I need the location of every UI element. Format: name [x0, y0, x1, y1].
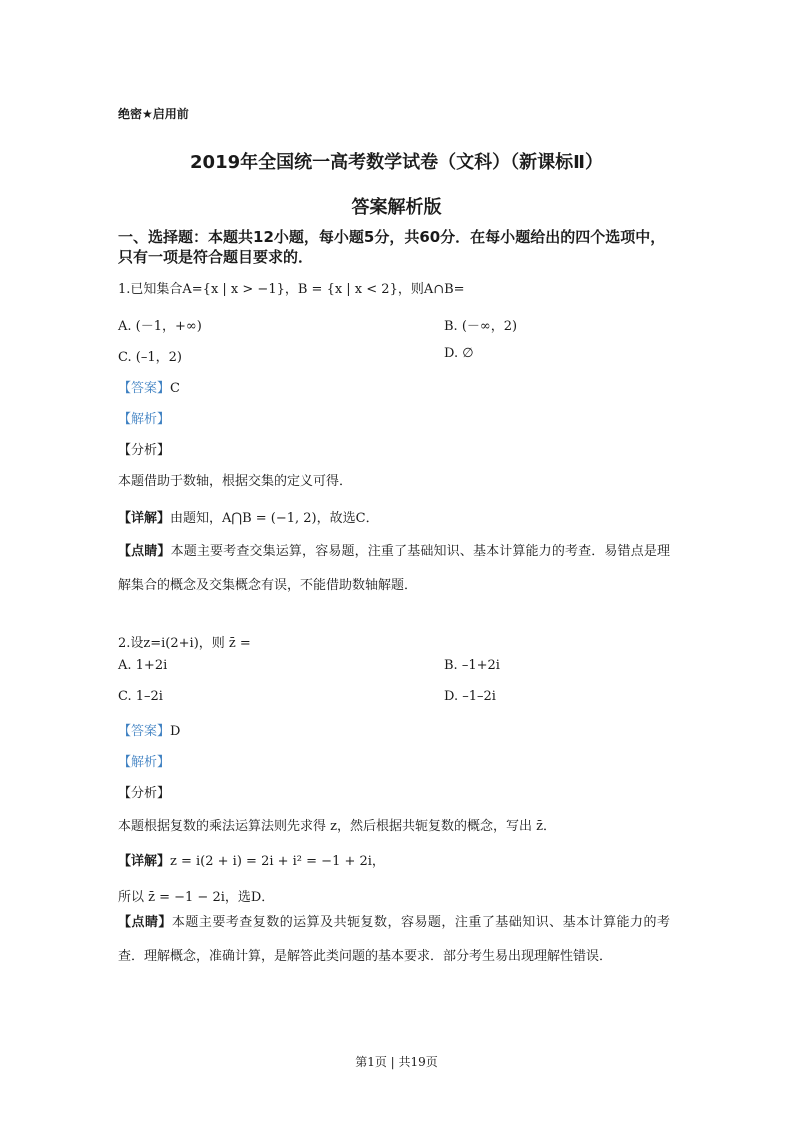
question-1-comment [118, 535, 670, 603]
question-1-analysis: 本题借助于数轴，根据交集的定义可得． [118, 474, 353, 489]
comment-tag: 【点睛】 [118, 544, 171, 559]
question-1-option-d: D. ∅ [444, 346, 474, 361]
page-title: 2019年全国统一高考数学试卷（文科）（新课标Ⅱ） [190, 152, 603, 173]
question-1-stem: 1.已知集合A={x | x > −1}，B = {x | x < 2}，则A∩B= [118, 282, 465, 297]
section-heading: 一、选择题：本题共12小题，每小题5分，共60分．在每小题给出的四个选项中，只有一项是符合题目要求的． [118, 228, 666, 266]
question-1-option-b: B. (－∞，2) [444, 319, 518, 334]
question-2-option-c: C. 1–2i [118, 689, 163, 704]
question-1-option-c: C. (–1，2) [118, 350, 182, 365]
question-2-detail-conclusion: 所以 z̄ = −1 − 2i，选D． [118, 890, 275, 905]
question-2-stem: 2.设z=i(2+i)，则 z̄ = [118, 636, 251, 651]
question-2-answer [118, 720, 180, 739]
comment-text: 本题主要考查交集运算，容易题，注重了基础知识、基本计算能力的考查．易错点是理解集合的概念及交集概念有误，不能借助数轴解题． [118, 544, 670, 593]
answer-value: C [170, 381, 180, 396]
question-2-analysis: 本题根据复数的乘法运算法则先求得 z，然后根据共轭复数的概念，写出 z̄． [118, 819, 556, 834]
detail-tag: 【详解】 [118, 854, 171, 869]
question-2-option-a: A. 1+2i [118, 658, 168, 673]
question-2-option-b: B. –1+2i [444, 658, 500, 673]
detail-text: z = i(2 + i) = 2i + i² = −1 + 2i， [170, 854, 385, 869]
answer-tag: 【答案】 [118, 724, 171, 739]
page-footer: 第1页 | 共19页 [355, 1055, 438, 1069]
detail-text: 由题知，A⋂B = (−1, 2)，故选C． [170, 511, 379, 526]
confidential-mark: 绝密★启用前 [118, 107, 189, 121]
question-1-answer [118, 377, 180, 396]
detail-tag: 【详解】 [118, 511, 171, 526]
comment-tag: 【点睛】 [118, 915, 172, 930]
question-2-option-d: D. –1–2i [444, 689, 496, 704]
answer-tag: 【答案】 [118, 381, 171, 396]
page-subtitle: 答案解析版 [351, 197, 442, 218]
answer-value: D [170, 724, 181, 739]
question-1-jiexi-tag: 【解析】 [118, 412, 171, 427]
question-2-detail [118, 850, 385, 869]
comment-text: 本题主要考查复数的运算及共轭复数，容易题，注重了基础知识、基本计算能力的考查．理解概念，准确计算，是解答此类问题的基本要求．部分考生易出现理解性错误． [118, 915, 670, 964]
question-2-comment [118, 906, 670, 974]
question-1-option-a: A. (－1，+∞) [118, 319, 202, 334]
question-1-fenxi-tag: 【分析】 [118, 443, 171, 458]
question-2-jiexi-tag: 【解析】 [118, 755, 171, 770]
question-1-detail [118, 507, 379, 526]
question-2-fenxi-tag: 【分析】 [118, 786, 171, 801]
